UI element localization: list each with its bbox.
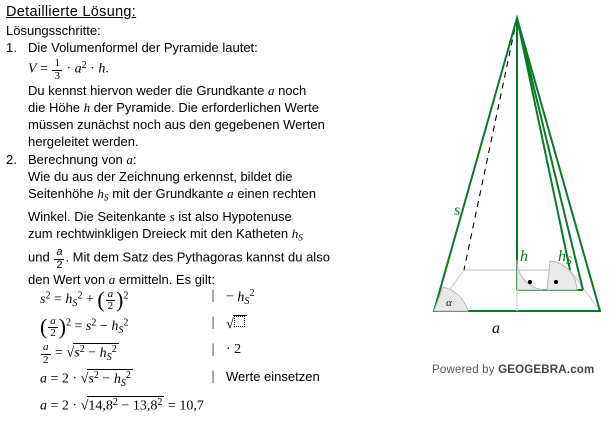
placeholder-box-icon <box>234 316 245 327</box>
label-h: h <box>520 248 528 265</box>
step-2-line-6: den Wert von a ermitteln. Es gilt: <box>28 272 215 288</box>
equation-row-2 <box>6 315 426 342</box>
equation-3-operation: · 2 <box>226 342 242 357</box>
step-1-line-2: Du kennst hiervon weder die Grundkante a noch <box>28 83 307 99</box>
label-s: s <box>454 202 461 219</box>
equation-2-separator: | <box>211 315 215 330</box>
step-2-line-5: und $\frac{a}{2}$ . Mit dem Satz des Pythagoras kannst du also <box>28 246 330 271</box>
equation-3-separator: | <box>211 342 215 357</box>
step-1-number: 1. <box>6 40 17 55</box>
step-1-volume-formula: V = $\frac{1}{3}$ · $a^2 \cdot h$. <box>28 57 109 82</box>
equation-list <box>6 288 426 423</box>
equation-2-lhs: ( $\frac{a}{2}$ )$^2 = s^2 - h_S^2$ <box>40 314 129 340</box>
equation-row-3 <box>6 342 426 369</box>
label-hs: $h_S$ <box>558 248 572 268</box>
angle-dot-left <box>528 280 532 284</box>
step-2-line-3: Winkel. Die Seitenkante s ist also Hypotenuse <box>28 208 292 224</box>
pyramid-figure <box>420 2 614 392</box>
step-2-body <box>28 151 426 288</box>
label-a: a <box>492 320 500 337</box>
equation-row-1 <box>6 288 426 315</box>
equation-5-lhs: $a = 2 \cdot √14,8^2 - 13,8^2 = 10,7$ <box>40 397 204 414</box>
step-1-body <box>28 39 426 150</box>
equation-1-separator: | <box>211 288 215 303</box>
equation-1-lhs: $s^2 = h_S^2$ + ( $\frac{a}{2}$ )$^2$ <box>40 287 129 313</box>
step-2-heading: Berechnung von a: <box>28 152 137 168</box>
step-1-line-4: müssen zunächst noch aus den gegebenen Werten <box>28 117 325 133</box>
step-1-line-5: hergeleitet werden. <box>28 134 139 150</box>
equation-4-operation: Werte einsetzen <box>226 369 320 384</box>
solution-step-1 <box>6 39 426 150</box>
pyramid-drawing <box>420 2 614 394</box>
geogebra-credit: Powered by GEOGEBRA.com <box>432 364 595 376</box>
angle-dot-right <box>554 280 558 284</box>
one-third-fraction: $\frac{1}{3}$ <box>54 57 60 82</box>
alpha-label: α <box>446 297 452 309</box>
hidden-lateral-edge <box>464 18 517 270</box>
step-2-line-1: Wie du aus der Zeichnung erkennst, bildet die <box>28 169 293 185</box>
equation-row-5 <box>6 396 426 423</box>
equation-4-lhs: $a = 2 \cdot √s^2 - h_S^2$ <box>40 370 131 389</box>
right-lateral-edge <box>517 18 570 270</box>
equation-3-lhs: $\frac{a}{2}$ = $√s^2 - h_S^2$ <box>43 341 117 366</box>
page-title: Detaillierte Lösung: <box>6 4 137 20</box>
equation-row-4 <box>6 369 426 396</box>
step-2-line-2: Seitenhöhe $h_S$ mit der Grundkante a einen rechten <box>28 186 317 204</box>
step-1-line-1: Die Volumenformel der Pyramide lautet: <box>28 40 258 55</box>
equation-2-operation: √ <box>226 315 426 333</box>
a-over-2-inline: $\frac{a}{2}$ <box>56 246 63 271</box>
step-2-line-4: zum rechtwinkligen Dreieck mit den Katheten $h_S$ <box>28 225 303 244</box>
subtitle: Lösungsschritte: <box>6 23 101 38</box>
solution-text-column <box>6 4 426 288</box>
solution-step-2 <box>6 151 426 288</box>
step-1-line-3: die Höhe h der Pyramide. Die erforderlichen Werte <box>28 100 319 116</box>
equation-1-operation: − $h_S^2$ <box>226 288 255 307</box>
step-2-number: 2. <box>6 152 17 168</box>
equation-4-separator: | <box>211 369 215 384</box>
